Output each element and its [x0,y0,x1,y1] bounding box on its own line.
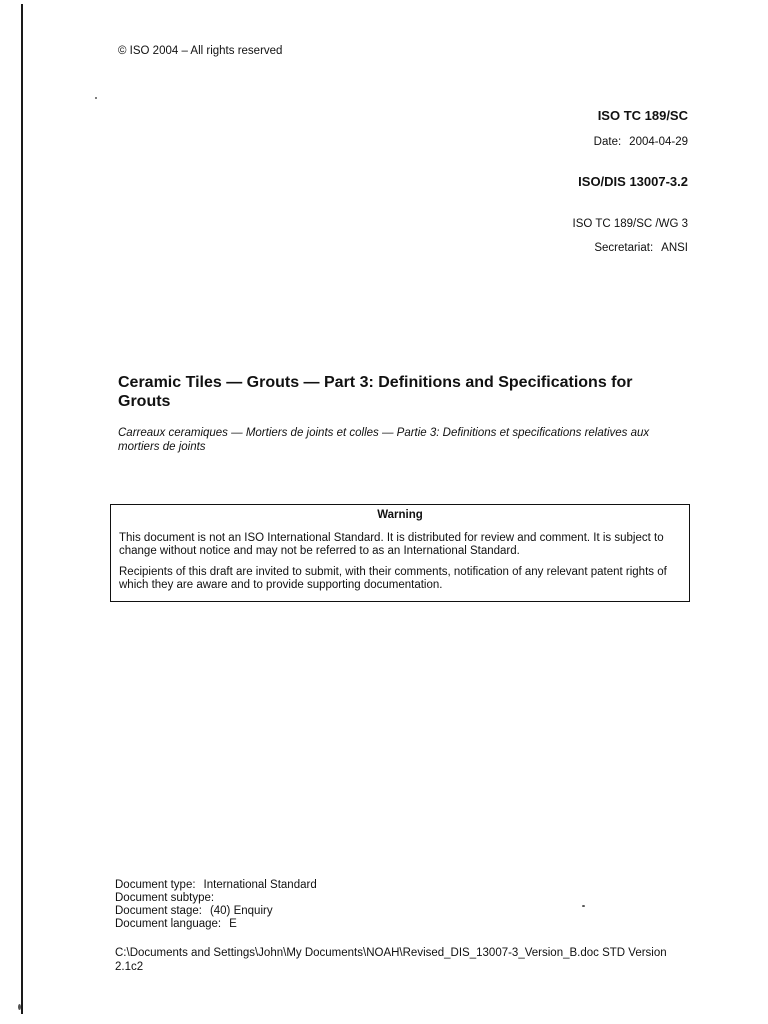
secretariat-label: Secretariat: [594,242,654,254]
document-language-label: Document language: [115,918,222,930]
french-title: Carreaux ceramiques — Mortiers de joints et colles — Partie 3: Definitions et specifications relatives aux mortiers de joints [118,427,650,453]
warning-paragraph: This document is not an ISO International Standard. It is distributed for review and comment. It is subject to change without notice and may not be referred to as an International Standard. [119,531,664,557]
document-title: Ceramic Tiles — Grouts — Part 3: Definitions and Specifications for Grouts [118,374,633,410]
warning-paragraph: Recipients of this draft are invited to submit, with their comments, notification of any relevant patent rights of which they are aware and to provide supporting documentation. [119,565,667,591]
committee-id: ISO TC 189/SC [597,108,688,123]
document-type-row [115,879,317,892]
document-stage-value: (40) Enquiry [209,905,273,917]
document-language-value: E [229,918,237,930]
document-stage-row [115,905,317,918]
scan-margin-line [21,4,23,1014]
document-stage-label: Document stage: [115,905,202,917]
document-language-row [115,918,317,931]
document-type-value: International Standard [203,879,317,891]
warning-heading: Warning [377,509,423,521]
date-line [594,136,688,148]
secretariat-value: ANSI [661,242,688,254]
warning-box [110,504,690,602]
document-type-label: Document type: [115,879,196,891]
dis-number: ISO/DIS 13007-3.2 [578,174,688,189]
document-info [115,879,317,931]
scan-speck [18,1004,21,1010]
scan-speck [95,97,97,99]
file-path: C:\Documents and Settings\John\My Documents\NOAH\Revised_DIS_13007-3_Version_B.doc STD Version 2.1c2 [115,947,667,973]
working-group: ISO TC 189/SC /WG 3 [572,218,688,230]
scan-speck [582,905,585,907]
secretariat-line [594,242,688,254]
document-subtype-label: Document subtype: [115,892,215,904]
date-label: Date: [593,136,622,148]
document-subtype-row [115,892,317,905]
copyright-notice: © ISO 2004 – All rights reserved [118,45,283,57]
date-value: 2004-04-29 [629,136,688,148]
